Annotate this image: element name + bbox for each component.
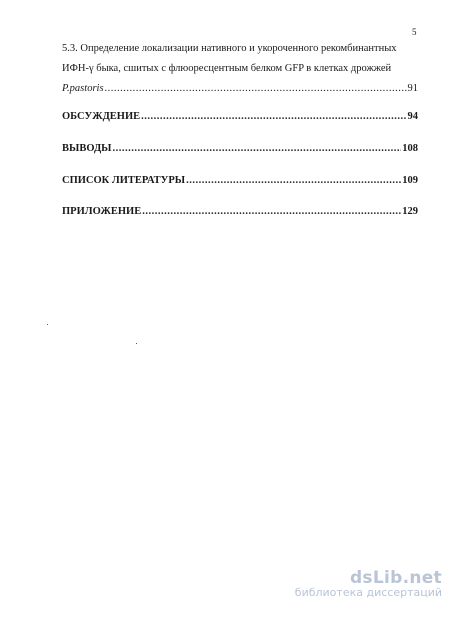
toc-entry-label: СПИСОК ЛИТЕРАТУРЫ [62,175,186,186]
toc-leader-dots [105,82,407,96]
watermark-logo: dsLib.net [349,568,442,588]
toc-leader-dots [142,205,401,219]
toc-leader-dots [141,110,406,124]
scan-speck [47,324,48,325]
toc-entry-label: ОБСУЖДЕНИЕ [62,111,141,122]
toc-subsection-line-2: ИФН-γ быка, сшитых с флюоресцентным белком GFP в клетках дрожжей [62,63,392,74]
toc-subsection-line-3 [62,82,418,96]
toc-entry-appendix [62,205,418,219]
toc-leader-dots [113,142,402,156]
toc-entry-label: ВЫВОДЫ [62,143,112,154]
toc-subsection-page: 91 [407,83,418,94]
watermark [292,568,442,599]
toc-leader-dots [186,174,401,188]
page-number: 5 [412,27,417,37]
toc-entry-page: 108 [402,143,418,154]
watermark-tagline: библиотека диссертаций [294,586,442,599]
toc-entry-label: ПРИЛОЖЕНИЕ [62,206,142,217]
toc-subsection-line-1: 5.3. Определение локализации нативного и укороченного рекомбинантных [62,43,397,54]
toc-entry-discussion [62,110,418,124]
toc-entry-page: 109 [402,175,418,186]
toc-subsection-label: P.pastoris [62,83,104,94]
scan-speck [136,343,137,344]
toc-entry-page: 129 [402,206,418,217]
toc-entry-page: 94 [407,111,418,122]
toc-entry-conclusions [62,142,418,156]
toc-entry-references [62,174,418,188]
